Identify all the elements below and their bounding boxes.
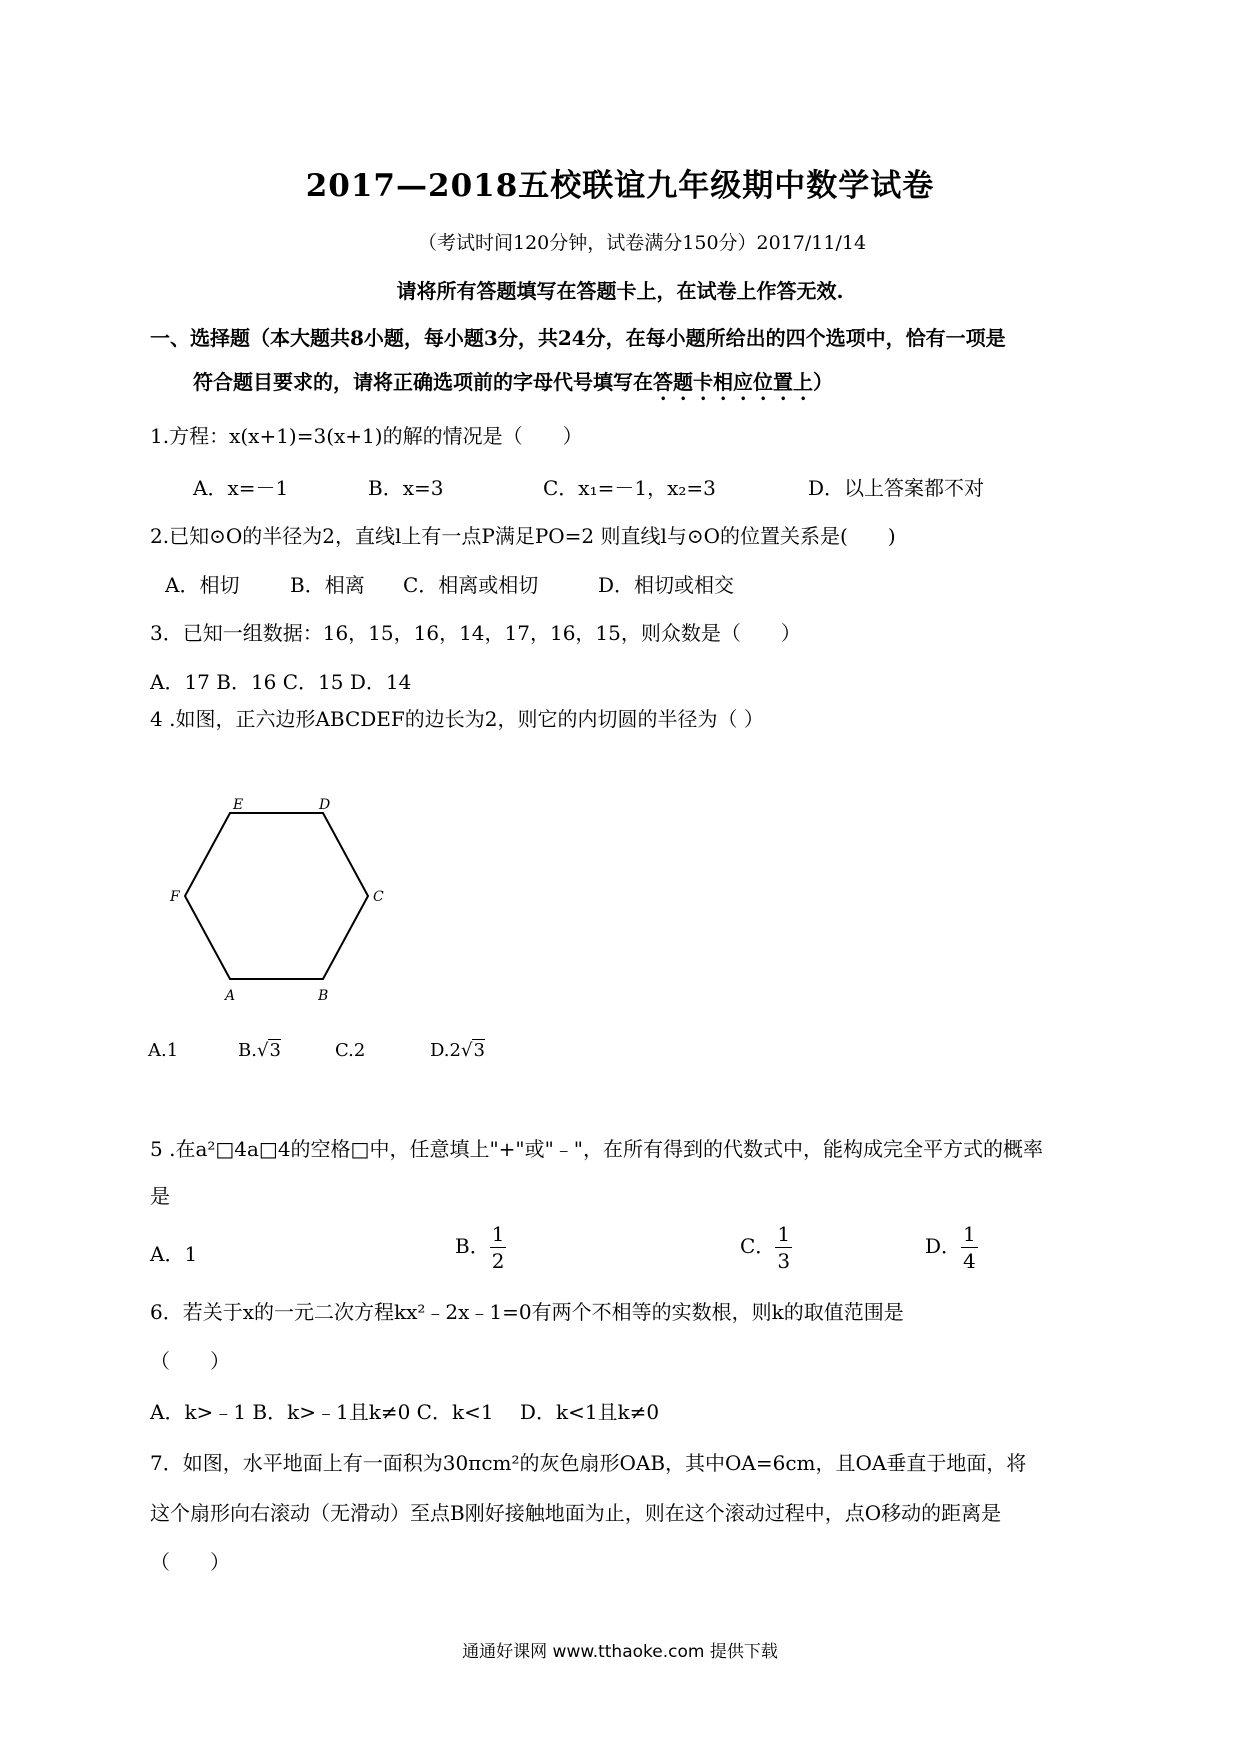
q3-stem: 3．已知一组数据：16，15，16，14，17，16，15，则众数是（ ）	[150, 621, 801, 645]
q4-option-c: C.2	[335, 1040, 366, 1061]
q1-option-b: B．x=3	[368, 476, 444, 500]
q1-option-c: C．x₁=－1，x₂=3	[543, 476, 716, 500]
hexagon-figure	[160, 795, 400, 1010]
hexagon-label-b: B	[318, 988, 329, 1004]
q4-stem: 4 .如图，正六边形ABCDEF的边长为2，则它的内切圆的半径为（ ）	[150, 707, 764, 731]
hexagon-label-e: E	[233, 797, 244, 813]
section-heading-post: ）	[813, 370, 833, 394]
hexagon-label-f: F	[170, 889, 180, 905]
exam-notice: 请将所有答题填写在答题卡上，在试卷上作答无效.	[396, 279, 844, 303]
q4-option-b-radicand: 3	[269, 1040, 281, 1061]
q5-stem-line1: 5 .在a²□4a□4的空格□中，任意填上"+"或"﹣"，在所有得到的代数式中，能构成完全平方式的概率	[150, 1137, 1043, 1161]
q5-option-b-fraction: $\frac{1}{2}$	[491, 1222, 505, 1273]
q7-stem-line3: （ ）	[150, 1550, 230, 1574]
q3-options: A．17 B．16 C．15 D．14	[150, 670, 412, 694]
q2-option-d: D．相切或相交	[598, 573, 735, 597]
q6-options: A．k>﹣1 B．k>﹣1且k≠0 C．k<1 D．k<1且k≠0	[150, 1400, 660, 1424]
hexagon-shape	[185, 813, 368, 979]
q7-stem-line1: 7．如图，水平地面上有一面积为30πcm²的灰色扇形OAB，其中OA=6cm，且OA垂直于地面，将	[150, 1451, 1027, 1475]
exam-title: 2017—2018五校联谊九年级期中数学试卷	[305, 168, 935, 204]
q4-option-d-radicand: 3	[473, 1040, 485, 1061]
q5-option-a: A．1	[150, 1242, 198, 1266]
hexagon-label-c: C	[373, 889, 384, 905]
q1-stem: 1.方程：x(x+1)=3(x+1)的解的情况是（ ）	[150, 424, 583, 448]
q2-option-c: C．相离或相切	[403, 573, 539, 597]
hexagon-label-d: D	[319, 797, 331, 813]
q4-option-a: A.1	[148, 1040, 179, 1061]
q5-option-b: B． $\frac{1}{2}$	[455, 1222, 505, 1273]
exam-subtitle: （考试时间120分钟，试卷满分150分）2017/11/14	[418, 232, 867, 254]
page-footer: 通通好课网 www.tthaoke.com 提供下载	[462, 1642, 778, 1662]
q5-stem-line2: 是	[150, 1184, 170, 1208]
q5-option-d: D． $\frac{1}{4}$	[925, 1222, 976, 1273]
q2-stem: 2.已知⊙O的半径为2，直线l上有一点P满足PO=2 则直线l与⊙O的位置关系是( )	[150, 524, 896, 548]
q6-stem-line2: （ ）	[150, 1349, 230, 1373]
q2-option-b: B．相离	[290, 573, 365, 597]
section-heading-line1: 一、选择题（本大题共8小题，每小题3分，共24分，在每小题所给出的四个选项中，恰有一项是	[150, 326, 1006, 350]
q4-option-b: B.√3	[238, 1040, 281, 1061]
q5-option-d-fraction: $\frac{1}{4}$	[963, 1222, 976, 1273]
section-heading-pre: 符合题目要求的，请将正确选项前的字母代号填写在	[193, 370, 653, 394]
q6-stem-line1: 6．若关于x的一元二次方程kx²﹣2x﹣1=0有两个不相等的实数根，则k的取值范围是	[150, 1300, 904, 1324]
q2-option-a: A．相切	[165, 573, 240, 597]
section-heading-emphasis: 答题卡相应位置上	[653, 370, 813, 394]
q5-option-c: C． $\frac{1}{3}$	[740, 1222, 791, 1273]
q1-option-d: D．以上答案都不对	[808, 476, 985, 500]
hexagon-label-a: A	[225, 988, 236, 1004]
q1-option-a: A．x=－1	[193, 476, 289, 500]
q7-stem-line2: 这个扇形向右滚动（无滑动）至点B刚好接触地面为止，则在这个滚动过程中，点O移动的距离是	[150, 1501, 1002, 1525]
q4-option-d: D.2√3	[430, 1040, 485, 1061]
q5-option-c-fraction: $\frac{1}{3}$	[777, 1222, 791, 1273]
section-heading-line2	[193, 366, 833, 405]
